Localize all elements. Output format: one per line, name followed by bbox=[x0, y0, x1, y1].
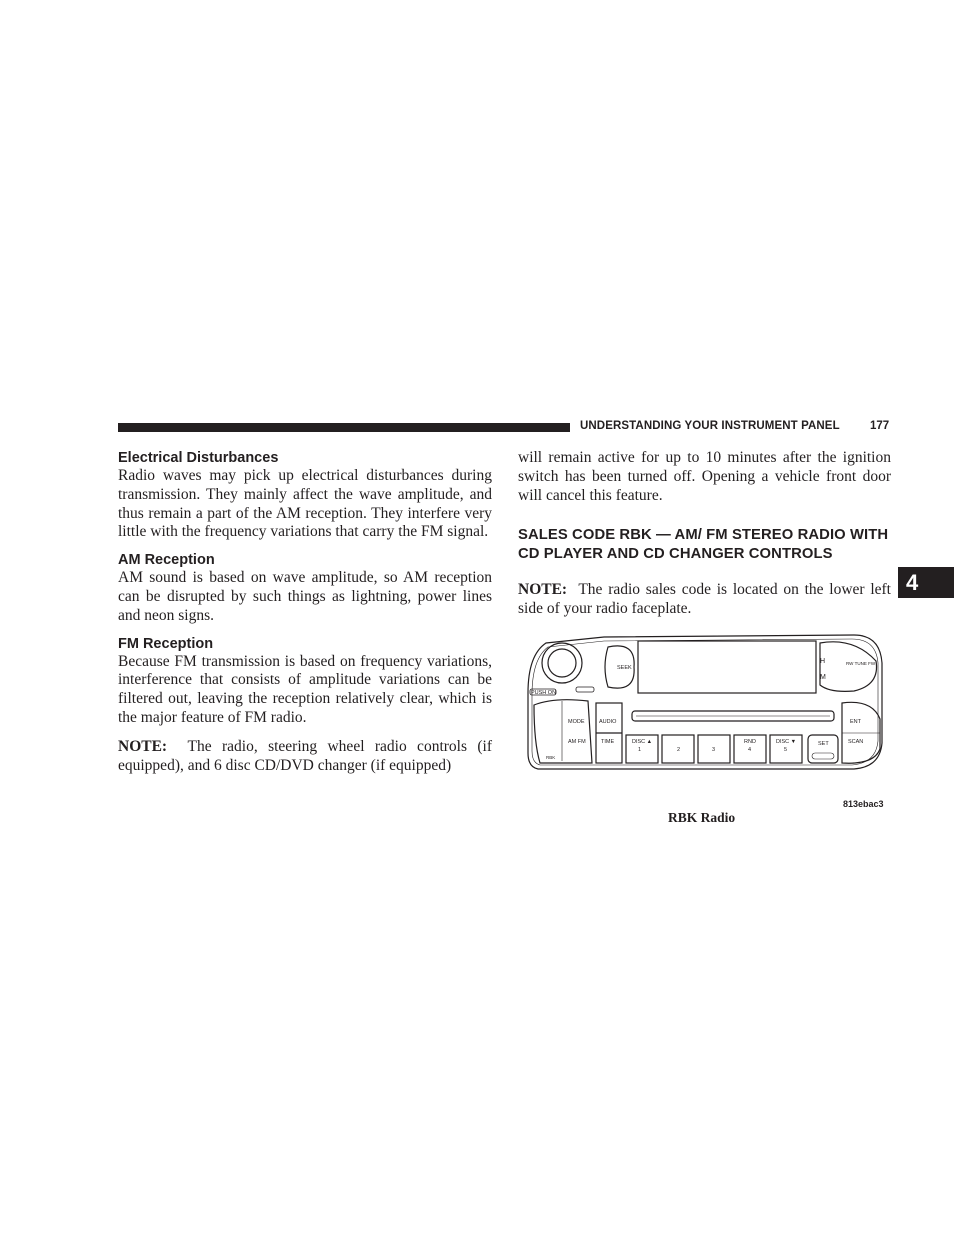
page-number: 177 bbox=[870, 420, 890, 432]
heading-electrical-disturbances: Electrical Disturbances bbox=[118, 450, 279, 466]
label-preset-2: 2 bbox=[677, 747, 681, 753]
label-seek: SEEK bbox=[617, 665, 632, 671]
label-am-fm: AM FM bbox=[568, 739, 586, 745]
label-model: RBK bbox=[546, 755, 556, 760]
label-preset-4: 4 bbox=[748, 747, 752, 753]
paragraph-am-reception: AM sound is based on wave amplitude, so AM reception can be disrupted by such things as lightning, power lines and neon signs. bbox=[118, 569, 492, 624]
note-text: The radio, steering wheel radio controls (if equipped), and 6 disc CD/DVD changer (if equipped) bbox=[118, 737, 492, 774]
label-time: TIME bbox=[601, 739, 615, 745]
label-rnd: RND bbox=[744, 739, 756, 745]
left-column bbox=[118, 449, 492, 775]
section-heading-rbk: SALES CODE RBK — AM/ FM STEREO RADIO WITH CD PLAYER AND CD CHANGER CONTROLS bbox=[518, 527, 889, 562]
rbk-radio-illustration bbox=[524, 633, 886, 773]
figure-code: 813ebac3 bbox=[843, 799, 884, 809]
figure-caption: RBK Radio bbox=[668, 810, 736, 825]
label-audio: AUDIO bbox=[599, 719, 617, 725]
heading-am-reception: AM Reception bbox=[118, 552, 215, 569]
label-disc-down: DISC ▼ bbox=[776, 739, 797, 745]
label-preset-3: 3 bbox=[712, 747, 716, 753]
note-paragraph-left bbox=[118, 738, 492, 776]
label-scan: SCAN bbox=[848, 739, 864, 745]
label-preset-1: 1 bbox=[638, 747, 642, 753]
chapter-tab: 4 bbox=[898, 567, 954, 598]
label-mode: MODE bbox=[568, 719, 585, 725]
label-push-on: PUSH ON bbox=[531, 690, 557, 696]
note-label: NOTE: bbox=[518, 580, 568, 598]
paragraph-continued: will remain active for up to 10 minutes after the ignition switch has been turned off. Opening a vehicle front door will cancel this feature. bbox=[518, 449, 891, 504]
label-minute: M bbox=[820, 674, 826, 681]
label-hour: H bbox=[820, 658, 826, 665]
note-label: NOTE: bbox=[118, 737, 168, 755]
label-rw-tune-fw: RW TUNE FW bbox=[846, 661, 876, 666]
right-column bbox=[518, 449, 891, 619]
label-ent: ENT bbox=[850, 719, 861, 725]
label-set: SET bbox=[818, 741, 829, 747]
running-header: UNDERSTANDING YOUR INSTRUMENT PANEL bbox=[580, 420, 840, 432]
label-preset-5: 5 bbox=[784, 747, 788, 753]
note-paragraph-right bbox=[518, 581, 891, 619]
paragraph-electrical-disturbances: Radio waves may pick up electrical disturbances during transmission. They mainly affect the wave amplitude, and thus remain a part of the AM reception. They interfere very little with the frequency variations that carry the FM signal. bbox=[118, 467, 492, 541]
label-disc-up: DISC ▲ bbox=[632, 739, 653, 745]
heading-fm-reception: FM Reception bbox=[118, 635, 214, 652]
note-text: The radio sales code is located on the lower left side of your radio faceplate. bbox=[518, 580, 891, 617]
paragraph-fm-reception: Because FM transmission is based on frequency variations, interference that consists of amplitude variations can be filtered out, leaving the reception relatively clear, which is the major feature of FM radio. bbox=[118, 652, 492, 726]
header-rule bbox=[118, 423, 570, 432]
